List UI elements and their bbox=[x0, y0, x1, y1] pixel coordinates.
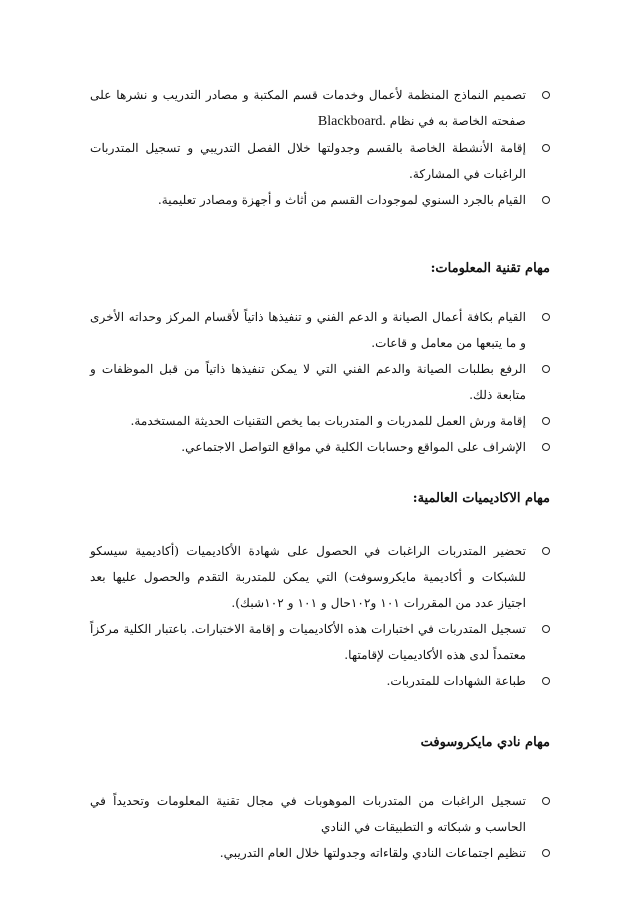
bullet-icon bbox=[542, 797, 550, 805]
section-heading-it: مهام تقنية المعلومات: bbox=[430, 261, 550, 276]
item-text: الرفع بطلبات الصيانة والدعم الفني التي لا يمكن تنفيذها ذاتياً من قبل الموظفات و متابعة ذلك. bbox=[90, 362, 526, 402]
document-body bbox=[90, 82, 550, 866]
item-text: إقامة الأنشطة الخاصة بالقسم وجدولتها خلال الفصل التدريبي و تسجيل المتدربات الراغبات في المشاركة. bbox=[90, 141, 526, 181]
item-text: تصميم النماذج المنظمة لأعمال وخدمات قسم المكتبة و مصادر التدريب و نشرها على صفحته الخاصة به في نظام bbox=[90, 88, 526, 128]
bullet-icon bbox=[542, 365, 550, 373]
section-heading-academies: مهام الاكاديميات العالمية: bbox=[412, 491, 550, 506]
system-name: Blackboard. bbox=[317, 114, 386, 129]
list-item bbox=[90, 304, 550, 356]
bullet-icon bbox=[542, 196, 550, 204]
list-item bbox=[90, 668, 550, 694]
microsoft-club-tasks-list bbox=[90, 788, 550, 866]
bullet-icon bbox=[542, 417, 550, 425]
list-item bbox=[90, 187, 550, 213]
section-heading-microsoft-club: مهام نادي مايكروسوفت bbox=[420, 735, 550, 750]
list-item bbox=[90, 434, 550, 460]
item-text: القيام بالجرد السنوي لموجودات القسم من أثاث و أجهزة ومصادر تعليمية. bbox=[157, 193, 526, 207]
list-item bbox=[90, 616, 550, 668]
list-item bbox=[90, 82, 550, 135]
bullet-icon bbox=[542, 625, 550, 633]
list-item bbox=[90, 356, 550, 408]
item-text: تسجيل المتدربات في اختبارات هذه الأكاديميات و إقامة الاختبارات. باعتبار الكلية مركزاً معتمداً لدى هذه الأكاديميات لإقامتها. bbox=[90, 622, 526, 662]
bullet-icon bbox=[542, 91, 550, 99]
bullet-icon bbox=[542, 443, 550, 451]
bullet-icon bbox=[542, 144, 550, 152]
bullet-icon bbox=[542, 677, 550, 685]
item-text: إقامة ورش العمل للمدربات و المتدربات بما يخص التقنيات الحديثة المستخدمة. bbox=[130, 414, 526, 428]
list-item bbox=[90, 538, 550, 616]
list-item bbox=[90, 788, 550, 840]
bullet-icon bbox=[542, 313, 550, 321]
it-tasks-list bbox=[90, 304, 550, 460]
item-text: طباعة الشهادات للمتدربات. bbox=[386, 674, 526, 688]
bullet-icon bbox=[542, 849, 550, 857]
list-item bbox=[90, 408, 550, 434]
item-text: تسجيل الراغبات من المتدربات الموهوبات في مجال تقنية المعلومات وتحديداً في الحاسب و شبكاته و التطبيقات في النادي bbox=[90, 794, 526, 834]
academies-tasks-list bbox=[90, 538, 550, 694]
item-text: تنظيم اجتماعات النادي ولقاءاته وجدولتها خلال العام التدريبي. bbox=[219, 846, 526, 860]
item-text: تحضير المتدربات الراغبات في الحصول على شهادة الأكاديميات (أكاديمية سيسكو للشبكات و أكاديمية مايكروسوفت) التي يمكن للمتدربة التقدم والحصول عليها بعد اجتياز عدد من المقررات ١٠١ و١٠٢حال و ١٠١ و ١٠٢شبك). bbox=[90, 544, 526, 610]
library-tasks-list bbox=[90, 82, 550, 213]
item-text: القيام بكافة أعمال الصيانة و الدعم الفني و تنفيذها ذاتياً لأقسام المركز وحداته الأخرى و ما يتبعها من معامل و قاعات. bbox=[90, 310, 526, 350]
item-text: الإشراف على المواقع وحسابات الكلية في مواقع التواصل الاجتماعي. bbox=[181, 440, 526, 454]
bullet-icon bbox=[542, 547, 550, 555]
list-item bbox=[90, 135, 550, 187]
list-item bbox=[90, 840, 550, 866]
